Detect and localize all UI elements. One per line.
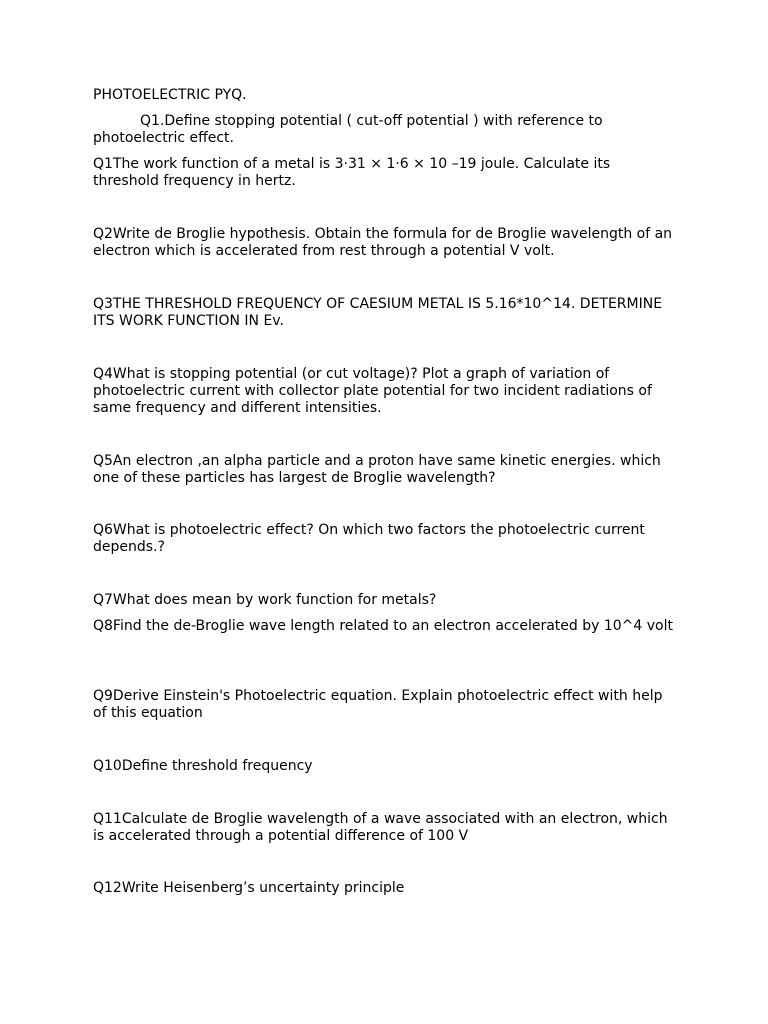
question-q5: Q5An electron ,an alpha particle and a proton have same kinetic energies. which one of these particles has largest de Broglie wavelength? [93,453,661,486]
question-q8: Q8Find the de-Broglie wave length related to an electron accelerated by 10^4 volt [93,618,673,634]
question-q10: Q10Define threshold frequency [93,758,313,774]
question-q12: Q12Write Heisenberg’s uncertainty principle [93,880,405,896]
question-q4: Q4What is stopping potential (or cut voltage)? Plot a graph of variation of photoelectric current with collector plate potential for two incident radiations of same frequency and different intensities. [93,366,652,416]
question-q6: Q6What is photoelectric effect? On which two factors the photoelectric current depends.? [93,522,645,555]
question-q1-work-function: Q1The work function of a metal is 3·31 × 1·6 × 10 –19 joule. Calculate its threshold frequency in hertz. [93,156,611,189]
question-q2: Q2Write de Broglie hypothesis. Obtain the formula for de Broglie wavelength of an electron which is accelerated from rest through a potential V volt. [93,226,673,259]
question-q11: Q11Calculate de Broglie wavelength of a wave associated with an electron, which is accelerated through a potential difference of 100 V [93,811,668,844]
question-q3: Q3THE THRESHOLD FREQUENCY OF CAESIUM METAL IS 5.16*10^14. DETERMINE ITS WORK FUNCTION IN Ev. [93,296,663,329]
question-q9: Q9Derive Einstein's Photoelectric equation. Explain photoelectric effect with help of this equation [93,688,663,721]
question-q7: Q7What does mean by work function for metals? [93,592,437,608]
document-title: PHOTOELECTRIC PYQ. [93,87,247,103]
question-q1-stopping-potential: Q1.Define stopping potential ( cut-off potential ) with reference to photoelectric effect. [93,113,603,146]
